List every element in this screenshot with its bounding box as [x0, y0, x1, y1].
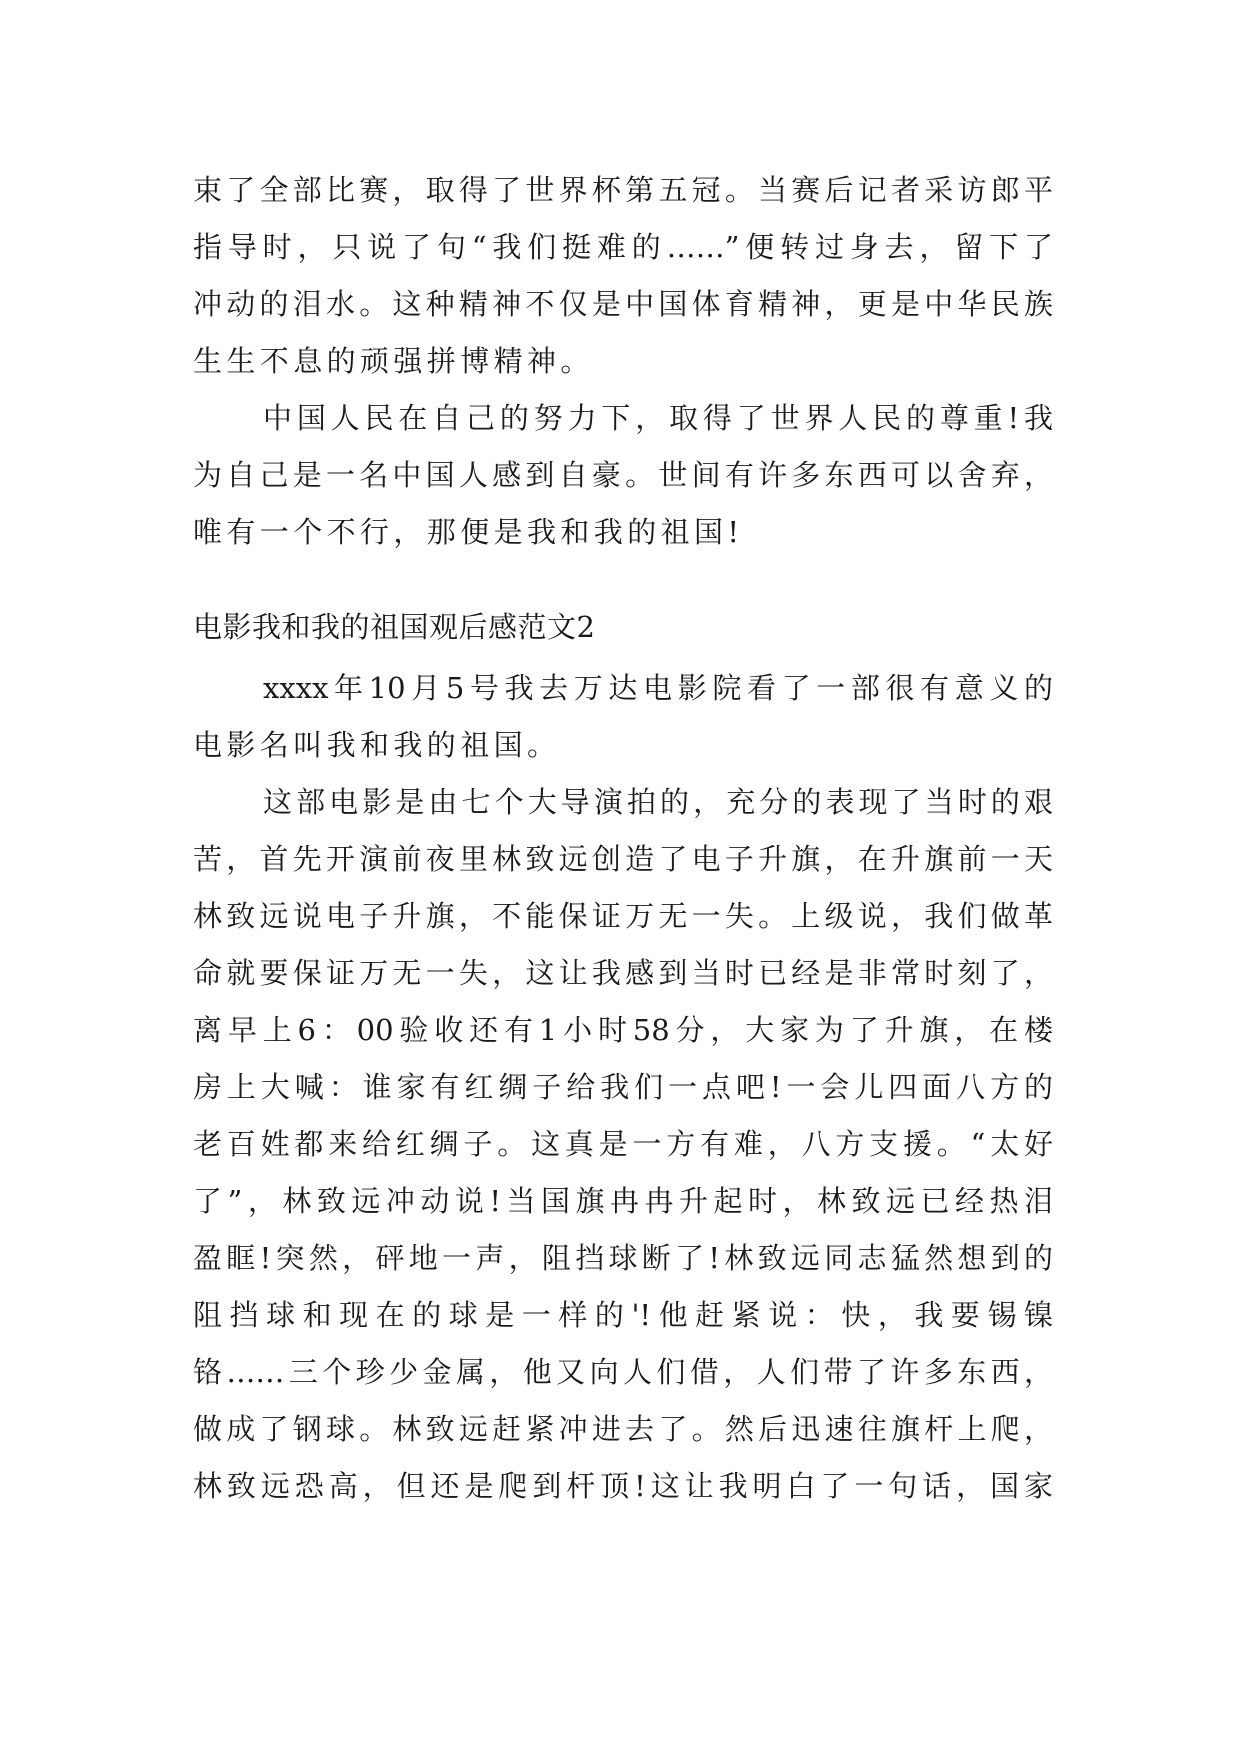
text-line: 阻挡球和现在的球是一样的'!他赶紧说：快，我要锡镍	[193, 1298, 1053, 1332]
text-line: 唯有一个不行，那便是我和我的祖国!	[193, 515, 744, 549]
text-line: 指导时，只说了句“我们挺难的……”便转过身去，留下了	[193, 230, 1053, 264]
text-line: 中国人民在自己的努力下，取得了世界人民的尊重!我	[263, 401, 1053, 435]
text-line: 离早上6：00验收还有1小时58分，大家为了升旗，在楼	[193, 1013, 1053, 1047]
text-line: 冲动的泪水。这种精神不仅是中国体育精神，更是中华民族	[193, 287, 1053, 321]
text-line: 命就要保证万无一失，这让我感到当时已经是非常时刻了，	[193, 956, 1053, 990]
text-line: 林致远说电子升旗，不能保证万无一失。上级说，我们做革	[193, 899, 1053, 933]
text-line: 林致远恐高，但还是爬到杆顶!这让我明白了一句话，国家	[193, 1469, 1053, 1503]
text-line: xxxx年10月5号我去万达电影院看了一部很有意义的	[263, 671, 1053, 705]
document-body	[193, 162, 1053, 1515]
paragraph	[193, 660, 1053, 774]
text-line: 了”，林致远冲动说!当国旗冉冉升起时，林致远已经热泪	[193, 1184, 1053, 1218]
text-line: 生生不息的顽强拼博精神。	[193, 344, 594, 378]
text-line: 这部电影是由七个大导演拍的，充分的表现了当时的艰	[263, 785, 1053, 819]
text-line: 盈眶!突然，砰地一声，阻挡球断了!林致远同志猛然想到的	[193, 1241, 1053, 1275]
paragraph	[193, 390, 1053, 561]
paragraph	[193, 774, 1053, 1515]
text-line: 电影名叫我和我的祖国。	[193, 728, 561, 762]
text-line: 老百姓都来给红绸子。这真是一方有难，八方支援。“太好	[193, 1127, 1053, 1161]
text-line: 为自己是一名中国人感到自豪。世间有许多东西可以舍弃，	[193, 458, 1053, 492]
text-line: 铬……三个珍少金属，他又向人们借，人们带了许多东西，	[193, 1355, 1053, 1389]
paragraph	[193, 162, 1053, 390]
section-spacer	[193, 561, 1053, 599]
text-line: 束了全部比赛，取得了世界杯第五冠。当赛后记者采访郎平	[193, 173, 1053, 207]
text-line: 房上大喊：谁家有红绸子给我们一点吧!一会儿四面八方的	[193, 1070, 1053, 1104]
section-heading: 电影我和我的祖国观后感范文2	[193, 610, 596, 644]
text-line: 苦，首先开演前夜里林致远创造了电子升旗，在升旗前一天	[193, 842, 1053, 876]
text-line: 做成了钢球。林致远赶紧冲进去了。然后迅速往旗杆上爬，	[193, 1412, 1053, 1446]
